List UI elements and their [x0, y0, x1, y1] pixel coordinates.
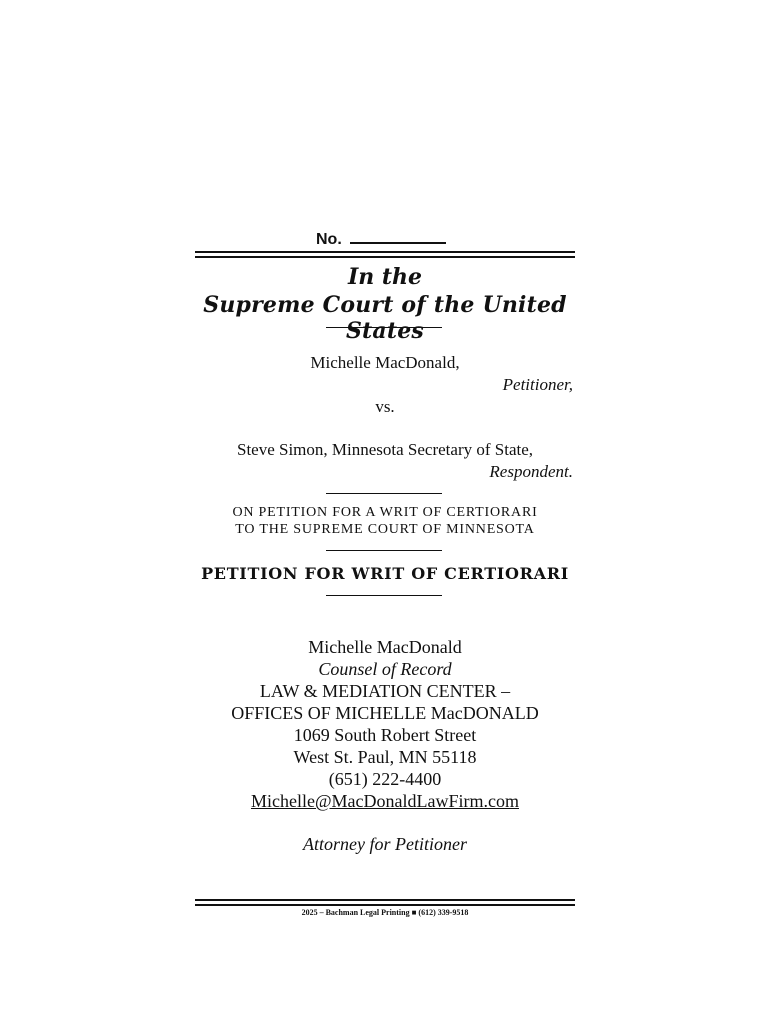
docket-blank-line	[350, 228, 446, 244]
email-link[interactable]: Michelle@MacDonaldLawFirm.com	[250, 791, 519, 811]
versus-label: vs.	[375, 397, 395, 416]
petitioner-role: Petitioner,	[502, 375, 573, 394]
docket-label: No.	[316, 231, 342, 248]
firm-line2: OFFICES OF MICHELLE MacDONALD	[231, 703, 539, 723]
divider-rule-3	[326, 550, 442, 551]
city-address: West St. Paul, MN 55118	[293, 747, 477, 767]
on-petition-line1: ON PETITION FOR A WRIT OF CERTIORARI	[232, 505, 538, 520]
phone-number: (651) 222-4400	[328, 769, 442, 789]
docket-number	[316, 228, 446, 249]
firm-line1: LAW & MEDIATION CENTER –	[259, 681, 511, 701]
document-title: PETITION FOR WRIT OF CERTIORARI	[201, 564, 569, 583]
divider-rule-4	[326, 595, 442, 596]
divider-rule-2	[326, 493, 442, 494]
counsel-name: Michelle MacDonald	[308, 637, 462, 657]
printer-footer: 2025 – Bachman Legal Printing ■ (612) 339-9518	[301, 908, 469, 917]
respondent-role: Respondent.	[489, 462, 573, 481]
top-double-rule	[195, 251, 575, 258]
respondent-name: Steve Simon, Minnesota Secretary of State,	[236, 440, 534, 459]
petitioner-name: Michelle MacDonald,	[310, 353, 460, 372]
counsel-role: Counsel of Record	[318, 659, 452, 679]
court-heading-line1: In the	[347, 264, 423, 290]
attorney-for: Attorney for Petitioner	[303, 834, 467, 854]
bottom-double-rule	[195, 899, 575, 906]
street-address: 1069 South Robert Street	[293, 725, 477, 745]
court-heading-line2: Supreme Court of the United States	[203, 292, 567, 344]
divider-rule-1	[326, 327, 442, 328]
on-petition-line2: TO THE SUPREME COURT OF MINNESOTA	[235, 522, 535, 537]
